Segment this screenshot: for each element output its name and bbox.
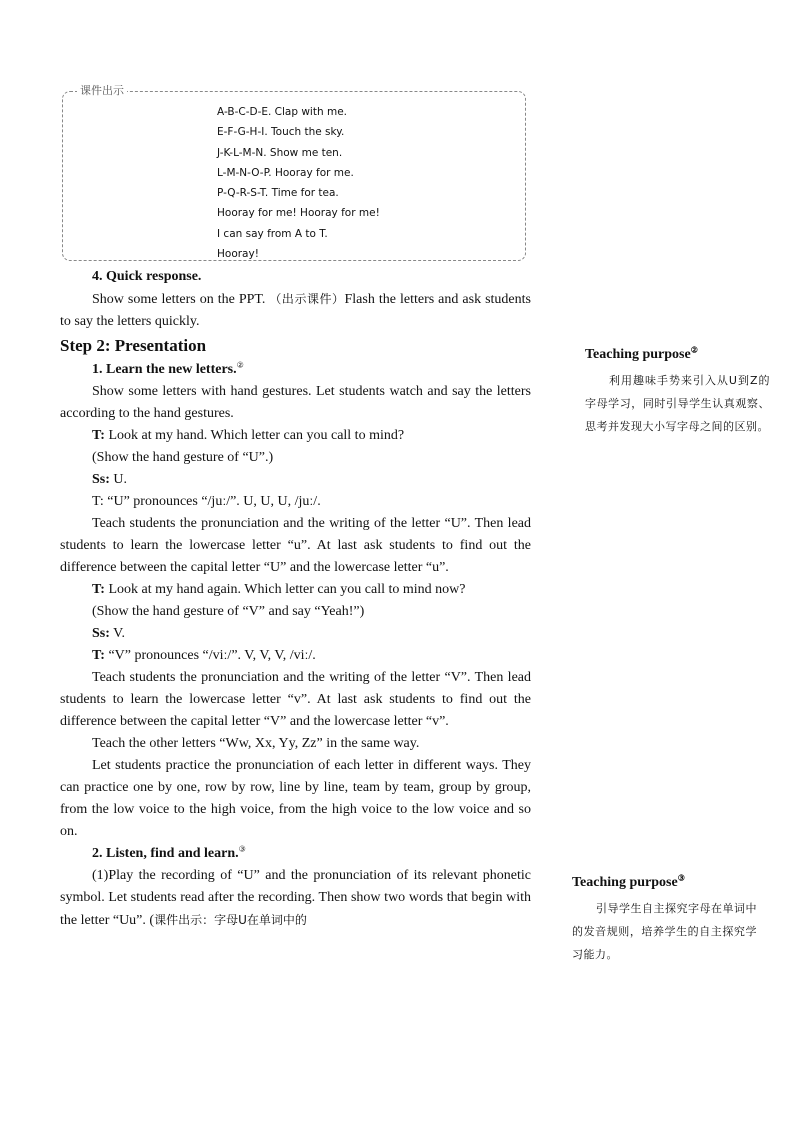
teach-paragraph: Teach students the pronunciation and the writing of the letter “U”. Then lead students to learn the lowercase letter “u”. At last ask students to find out the difference between the capital letter “U” and the lowercase letter “u”.	[60, 516, 531, 575]
courseware-box	[62, 84, 526, 261]
chant-line: L-M-N-O-P. Hooray for me.	[217, 166, 354, 179]
teaching-purpose-title: Teaching purpose③	[572, 873, 685, 890]
chant-lines	[217, 102, 380, 264]
pronunciation-line: T: “V” pronounces “/viː/”. V, V, V, /viː/.	[92, 648, 316, 663]
learn-intro: Show some letters with hand gestures. Let students watch and say the letters according to the hand gestures.	[60, 384, 531, 421]
teaching-purpose-note	[585, 345, 770, 438]
main-text	[60, 266, 531, 932]
quick-response-heading: 4. Quick response.	[92, 269, 202, 284]
pronunciation-line: T: “U” pronounces “/juː/”. U, U, U, /juː/.	[92, 494, 321, 509]
listen-heading: 2. Listen, find and learn.③	[92, 844, 246, 861]
chant-line: A-B-C-D-E. Clap with me.	[217, 106, 347, 118]
dialogue-line: T: Look at my hand. Which letter can you call to mind?	[92, 428, 405, 443]
gesture-note: (Show the hand gesture of “U”.)	[92, 450, 274, 465]
chant-line: I can say from A to T.	[217, 227, 328, 240]
other-letters-line: Teach the other letters “Ww, Xx, Yy, Zz” in the same way.	[92, 736, 420, 751]
teaching-purpose-text: 引导学生自主探究字母在单词中的发音规则，培养学生的自主探究学习能力。	[572, 902, 757, 961]
courseware-box-label: 课件出示	[77, 84, 127, 98]
teaching-purpose-text: 利用趣味手势来引入从U到Z的字母学习，同时引导学生认真观察、思考并发现大小写字母之间的区别。	[585, 374, 770, 433]
chant-line: P-Q-R-S-T. Time for tea.	[217, 187, 339, 200]
dialogue-line: T: Look at my hand again. Which letter can you call to mind now?	[92, 582, 466, 597]
gesture-note: (Show the hand gesture of “V” and say “Yeah!”)	[92, 604, 365, 619]
teaching-purpose-title: Teaching purpose②	[585, 345, 698, 362]
chant-line: Hooray for me! Hooray for me!	[217, 207, 380, 220]
footnote-marker: ③	[238, 844, 246, 854]
quick-response-paragraph: Show some letters on the PPT. （出示课件）Flash the letters and ask students to say the letters quickly.	[60, 292, 531, 329]
listen-paragraph: (1)Play the recording of “U” and the pronunciation of its relevant phonetic symbol. Let students read after the recording. Then show two words that begin with the letter “Uu”. (课件出示：字母U在单词中的	[60, 868, 531, 928]
teaching-purpose-note	[572, 873, 757, 966]
step2-heading: Step 2: Presentation	[60, 336, 207, 355]
dialogue-line: Ss: U.	[92, 472, 128, 487]
chant-line: Hooray!	[217, 248, 259, 261]
footnote-marker: ②	[236, 360, 244, 370]
dialogue-line: Ss: V.	[92, 626, 125, 641]
practice-paragraph: Let students practice the pronunciation of each letter in different ways. They can practice one by one, row by row, line by line, team by team, group by group, from the low voice to the high voice, from the high voice to the low voice and so on.	[60, 758, 531, 839]
chant-line: E-F-G-H-I. Touch the sky.	[217, 126, 345, 139]
teach-paragraph: Teach students the pronunciation and the writing of the letter “V”. Then lead students to learn the lowercase letter “v”. At last ask students to find out the difference between the capital letter “V” and the lowercase letter “v”.	[60, 670, 531, 729]
chant-line: J-K-L-M-N. Show me ten.	[217, 146, 343, 159]
learn-heading: 1. Learn the new letters.②	[92, 360, 244, 377]
